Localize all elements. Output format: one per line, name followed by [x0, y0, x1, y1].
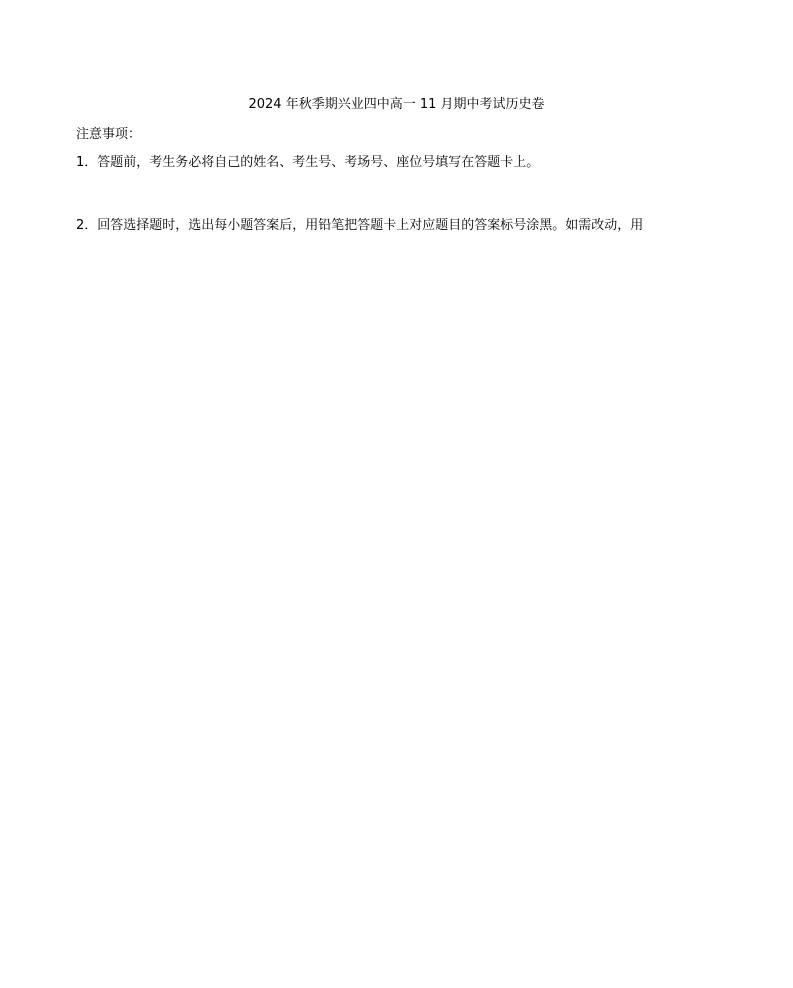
exam-title: 2024 年秋季期兴业四中高一 11 月期中考试历史卷 — [248, 97, 545, 112]
notice-item-1: 1．答题前，考生务必将自己的姓名、考生号、考场号、座位号填写在答题卡上。 — [76, 155, 540, 170]
notice-heading: 注意事项： — [76, 127, 142, 142]
notice-item-2-line-1: 2．回答选择题时，选出每小题答案后，用铅笔把答题卡上对应题目的答案标号涂黑。如需改动，用 — [76, 218, 644, 233]
